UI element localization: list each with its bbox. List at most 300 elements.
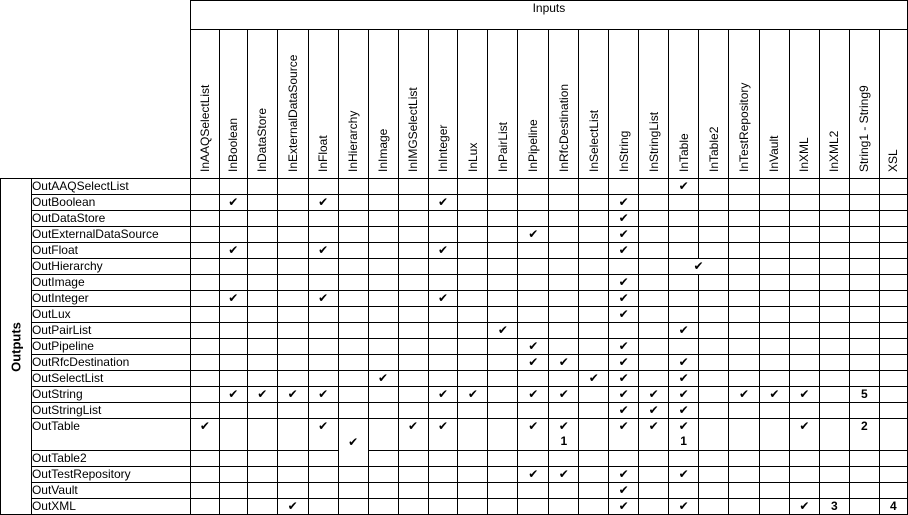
matrix-cell [549, 467, 579, 483]
footnote-number: 1 [560, 434, 568, 448]
matrix-cell [398, 227, 428, 243]
matrix-cell [190, 483, 219, 499]
matrix-cell [759, 211, 789, 227]
matrix-cell [729, 211, 760, 227]
column-header [488, 30, 518, 179]
matrix-cell [428, 227, 458, 243]
footnote-number: 1 [680, 434, 687, 448]
table-row [1, 211, 908, 227]
matrix-cell [338, 483, 368, 499]
matrix-cell [879, 467, 907, 483]
column-header-label: InExternalDataSource [285, 54, 300, 172]
matrix-cell [219, 483, 247, 499]
matrix-cell [308, 291, 338, 307]
matrix-cell [458, 403, 488, 419]
check-icon: ✔ [648, 419, 659, 433]
matrix-cell [247, 195, 277, 211]
column-header [789, 30, 819, 179]
matrix-cell [277, 275, 308, 291]
matrix-cell [549, 259, 579, 275]
column-header [368, 30, 398, 179]
matrix-cell [789, 259, 819, 275]
matrix-cell [819, 339, 849, 355]
row-label: OutAAQSelectList [31, 179, 190, 195]
matrix-cell [789, 371, 819, 387]
matrix-cell [819, 419, 849, 451]
matrix-cell [669, 211, 699, 227]
matrix-cell [338, 323, 368, 339]
table-row [1, 467, 908, 483]
check-icon: ✔ [437, 243, 448, 257]
matrix-cell [488, 499, 518, 515]
check-icon: ✔ [437, 387, 448, 401]
matrix-cell [308, 211, 338, 227]
matrix-cell [458, 227, 488, 243]
matrix-cell [428, 339, 458, 355]
check-icon: ✔ [678, 323, 689, 337]
matrix-cell [849, 211, 879, 227]
matrix-cell [879, 323, 907, 339]
footnote-number: 3 [831, 499, 838, 513]
matrix-cell [398, 371, 428, 387]
matrix-cell [458, 275, 488, 291]
matrix-cell [398, 499, 428, 515]
matrix-cell [699, 403, 729, 419]
column-header-label: InSelectList [586, 109, 601, 172]
matrix-cell [308, 451, 338, 467]
matrix-cell [729, 451, 760, 467]
check-icon: ✔ [588, 371, 599, 385]
matrix-cell [579, 403, 609, 419]
matrix-cell [190, 323, 219, 339]
column-header-label: InInteger [435, 124, 450, 172]
matrix-cell [247, 403, 277, 419]
matrix-cell [308, 275, 338, 291]
matrix-cell [368, 419, 398, 451]
matrix-cell [819, 499, 849, 515]
column-header-label: InVault [767, 135, 782, 172]
check-icon: ✔ [318, 291, 329, 305]
matrix-cell [308, 499, 338, 515]
matrix-cell [518, 243, 549, 259]
table-row [1, 275, 908, 291]
matrix-cell [879, 211, 907, 227]
matrix-cell [338, 275, 368, 291]
matrix-cell [609, 467, 639, 483]
matrix-cell [789, 195, 819, 211]
matrix-cell [819, 179, 849, 195]
matrix-cell [518, 371, 549, 387]
matrix-cell [549, 227, 579, 243]
matrix-cell [247, 355, 277, 371]
matrix-cell [549, 323, 579, 339]
matrix-cell [669, 323, 699, 339]
matrix-cell [819, 387, 849, 403]
check-icon: ✔ [228, 195, 239, 209]
table-row [1, 323, 908, 339]
check-icon: ✔ [437, 419, 448, 433]
table-row [1, 179, 908, 195]
matrix-cell [247, 371, 277, 387]
inputs-title: Inputs [190, 1, 907, 30]
matrix-cell [609, 451, 639, 467]
outputs-title [1, 179, 32, 515]
column-header [518, 30, 549, 179]
matrix-cell [247, 451, 277, 467]
matrix-cell [849, 307, 879, 323]
matrix-cell [338, 403, 368, 419]
matrix-cell [669, 307, 699, 323]
check-icon: ✔ [558, 419, 569, 433]
row-label: OutInteger [31, 291, 190, 307]
matrix-cell [639, 483, 669, 499]
table-row [1, 259, 908, 275]
check-icon: ✔ [693, 259, 704, 273]
check-icon: ✔ [528, 339, 539, 353]
matrix-cell [879, 355, 907, 371]
matrix-cell [368, 259, 398, 275]
matrix-cell [549, 483, 579, 499]
matrix-cell [518, 419, 549, 451]
matrix-cell [277, 259, 308, 275]
matrix-cell [759, 467, 789, 483]
matrix-cell [669, 339, 699, 355]
matrix-cell [729, 243, 760, 259]
matrix-cell [699, 243, 729, 259]
matrix-cell [639, 467, 669, 483]
matrix-cell [729, 227, 760, 243]
check-icon: ✔ [528, 467, 539, 481]
matrix-cell [368, 403, 398, 419]
matrix-cell [699, 211, 729, 227]
matrix-cell [699, 467, 729, 483]
matrix-cell [549, 451, 579, 467]
check-icon: ✔ [618, 403, 629, 417]
column-header-label: InDataStore [255, 107, 270, 172]
matrix-cell [609, 339, 639, 355]
check-icon: ✔ [648, 403, 659, 417]
matrix-cell [699, 179, 729, 195]
matrix-cell [639, 291, 669, 307]
matrix-cell [488, 179, 518, 195]
matrix-cell [549, 339, 579, 355]
footnote-number: 5 [860, 387, 868, 401]
row-label: OutPipeline [31, 339, 190, 355]
matrix-cell [368, 451, 398, 467]
check-icon: ✔ [528, 387, 539, 401]
matrix-cell [729, 291, 760, 307]
matrix-cell [699, 419, 729, 451]
matrix-cell [549, 179, 579, 195]
matrix-cell [879, 275, 907, 291]
matrix-cell [458, 467, 488, 483]
matrix-cell [639, 387, 669, 403]
matrix-cell [759, 339, 789, 355]
check-icon: ✔ [678, 419, 689, 433]
matrix-cell [428, 483, 458, 499]
matrix-cell [428, 371, 458, 387]
matrix-cell [639, 451, 669, 467]
check-icon: ✔ [678, 403, 689, 417]
matrix-cell [428, 323, 458, 339]
matrix-cell [338, 371, 368, 387]
matrix-cell [488, 387, 518, 403]
matrix-cell [699, 195, 729, 211]
matrix-cell [639, 499, 669, 515]
matrix-cell [759, 387, 789, 403]
matrix-cell [247, 179, 277, 195]
matrix-cell [729, 499, 760, 515]
matrix-cell [879, 387, 907, 403]
matrix-cell [308, 387, 338, 403]
matrix-cell [639, 403, 669, 419]
matrix-cell [488, 259, 518, 275]
matrix-cell [789, 211, 819, 227]
matrix-cell [699, 371, 729, 387]
matrix-cell [247, 275, 277, 291]
matrix-cell [789, 387, 819, 403]
check-icon: ✔ [318, 419, 329, 433]
matrix-cell [368, 467, 398, 483]
check-icon: ✔ [558, 355, 569, 369]
matrix-cell [639, 195, 669, 211]
column-header-label: InBoolean [226, 117, 241, 172]
column-header-label: InImage [376, 128, 391, 172]
matrix-cell [458, 387, 488, 403]
row-label: OutString [31, 387, 190, 403]
matrix-cell [247, 419, 277, 451]
matrix-cell [219, 403, 247, 419]
matrix-cell [639, 307, 669, 323]
check-icon: ✔ [228, 387, 239, 401]
matrix-cell [428, 419, 458, 451]
matrix-cell [699, 291, 729, 307]
matrix-cell [277, 371, 308, 387]
matrix-cell [190, 243, 219, 259]
matrix-cell [338, 179, 368, 195]
row-label: OutBoolean [31, 195, 190, 211]
matrix-cell [789, 451, 819, 467]
matrix-cell [219, 195, 247, 211]
matrix-cell [729, 403, 760, 419]
matrix-cell [458, 499, 488, 515]
matrix-cell [488, 451, 518, 467]
matrix-cell [879, 227, 907, 243]
matrix-cell [308, 195, 338, 211]
matrix-cell [338, 307, 368, 323]
matrix-cell [729, 371, 760, 387]
check-icon: ✔ [558, 387, 569, 401]
check-icon: ✔ [678, 179, 689, 193]
matrix-cell [428, 291, 458, 307]
matrix-cell [549, 499, 579, 515]
table-row [1, 371, 908, 387]
matrix-cell [759, 323, 789, 339]
matrix-cell [518, 259, 549, 275]
column-header-label: InTable2 [706, 126, 721, 172]
matrix-cell [849, 339, 879, 355]
matrix-cell [488, 211, 518, 227]
row-label: OutDataStore [31, 211, 190, 227]
matrix-body [1, 179, 908, 515]
matrix-cell [190, 403, 219, 419]
matrix-cell [639, 323, 669, 339]
matrix-cell [277, 179, 308, 195]
matrix-cell [488, 323, 518, 339]
matrix-cell [669, 355, 699, 371]
matrix-cell [729, 419, 760, 451]
matrix-cell [368, 371, 398, 387]
check-icon: ✔ [558, 467, 569, 481]
row-label: OutTestRepository [31, 467, 190, 483]
footnote-number: 4 [890, 499, 897, 513]
matrix-cell [488, 419, 518, 451]
matrix-cell [488, 483, 518, 499]
matrix-cell [277, 243, 308, 259]
matrix-cell [579, 307, 609, 323]
matrix-cell [277, 339, 308, 355]
matrix-cell [518, 467, 549, 483]
check-icon: ✔ [287, 387, 298, 401]
matrix-cell [879, 291, 907, 307]
matrix-cell [488, 291, 518, 307]
matrix-cell [669, 195, 699, 211]
matrix-cell [819, 243, 849, 259]
matrix-cell [609, 403, 639, 419]
matrix-cell [190, 307, 219, 323]
column-header [669, 30, 699, 179]
matrix-cell [849, 227, 879, 243]
matrix-cell [579, 243, 609, 259]
matrix-cell [609, 179, 639, 195]
matrix-cell [639, 275, 669, 291]
matrix-cell [789, 419, 819, 451]
matrix-cell [308, 339, 338, 355]
matrix-cell [428, 403, 458, 419]
check-icon: ✔ [618, 419, 629, 433]
matrix-cell [549, 291, 579, 307]
matrix-cell [368, 179, 398, 195]
column-header [819, 30, 849, 179]
row-label: OutFloat [31, 243, 190, 259]
matrix-cell [549, 195, 579, 211]
matrix-cell [398, 179, 428, 195]
check-icon: ✔ [618, 291, 629, 305]
matrix-cell [219, 211, 247, 227]
matrix-cell [219, 339, 247, 355]
matrix-cell [398, 451, 428, 467]
matrix-cell [579, 291, 609, 307]
matrix-cell [219, 387, 247, 403]
matrix-cell [190, 211, 219, 227]
row-label: OutSelectList [31, 371, 190, 387]
matrix-cell [398, 355, 428, 371]
matrix-cell [849, 259, 879, 275]
matrix-cell [789, 467, 819, 483]
matrix-cell [308, 179, 338, 195]
outputs-title-label: Outputs [8, 321, 24, 372]
matrix-cell [879, 419, 907, 451]
table-row [1, 195, 908, 211]
matrix-cell [579, 195, 609, 211]
matrix-cell [789, 339, 819, 355]
matrix-cell [669, 467, 699, 483]
matrix-cell [819, 323, 849, 339]
matrix-cell [277, 467, 308, 483]
table-row [1, 339, 908, 355]
matrix-cell [458, 339, 488, 355]
matrix-cell [609, 275, 639, 291]
matrix-cell [368, 291, 398, 307]
column-header-label: InTestRepository [736, 82, 751, 172]
check-icon: ✔ [799, 499, 810, 513]
matrix-cell [789, 499, 819, 515]
matrix-cell [699, 451, 729, 467]
matrix-cell [699, 307, 729, 323]
matrix-cell [699, 323, 729, 339]
matrix-cell [789, 483, 819, 499]
check-icon: ✔ [618, 387, 629, 401]
matrix-cell [789, 355, 819, 371]
matrix-cell [277, 211, 308, 227]
matrix-cell [729, 195, 760, 211]
matrix-cell [819, 483, 849, 499]
check-icon: ✔ [618, 211, 629, 225]
row-label: OutXML [31, 499, 190, 515]
matrix-cell [458, 179, 488, 195]
matrix-cell [669, 275, 699, 291]
matrix-cell [609, 499, 639, 515]
check-icon: ✔ [228, 243, 239, 257]
matrix-cell [277, 387, 308, 403]
matrix-cell [277, 451, 308, 467]
matrix-cell [729, 307, 760, 323]
column-header [190, 30, 219, 179]
matrix-cell [488, 403, 518, 419]
matrix-cell [609, 387, 639, 403]
matrix-cell [669, 259, 729, 275]
check-icon: ✔ [678, 387, 689, 401]
matrix-cell [849, 467, 879, 483]
matrix-cell [759, 355, 789, 371]
column-header [729, 30, 760, 179]
matrix-cell [549, 243, 579, 259]
matrix-cell [277, 355, 308, 371]
matrix-cell [190, 259, 219, 275]
matrix-cell [879, 483, 907, 499]
matrix-cell [488, 339, 518, 355]
column-header-label: InRfcDestination [556, 83, 571, 172]
check-icon: ✔ [348, 435, 359, 449]
matrix-cell [308, 307, 338, 323]
matrix-cell [190, 339, 219, 355]
matrix-cell [219, 291, 247, 307]
matrix-cell [219, 355, 247, 371]
matrix-cell [190, 227, 219, 243]
matrix-cell [277, 307, 308, 323]
matrix-cell [579, 259, 609, 275]
matrix-cell [849, 451, 879, 467]
column-header [428, 30, 458, 179]
matrix-cell [518, 499, 549, 515]
matrix-cell [639, 179, 669, 195]
matrix-cell [458, 483, 488, 499]
check-icon: ✔ [769, 387, 780, 401]
matrix-cell [488, 467, 518, 483]
matrix-cell [368, 195, 398, 211]
matrix-cell [277, 291, 308, 307]
matrix-cell [579, 419, 609, 451]
